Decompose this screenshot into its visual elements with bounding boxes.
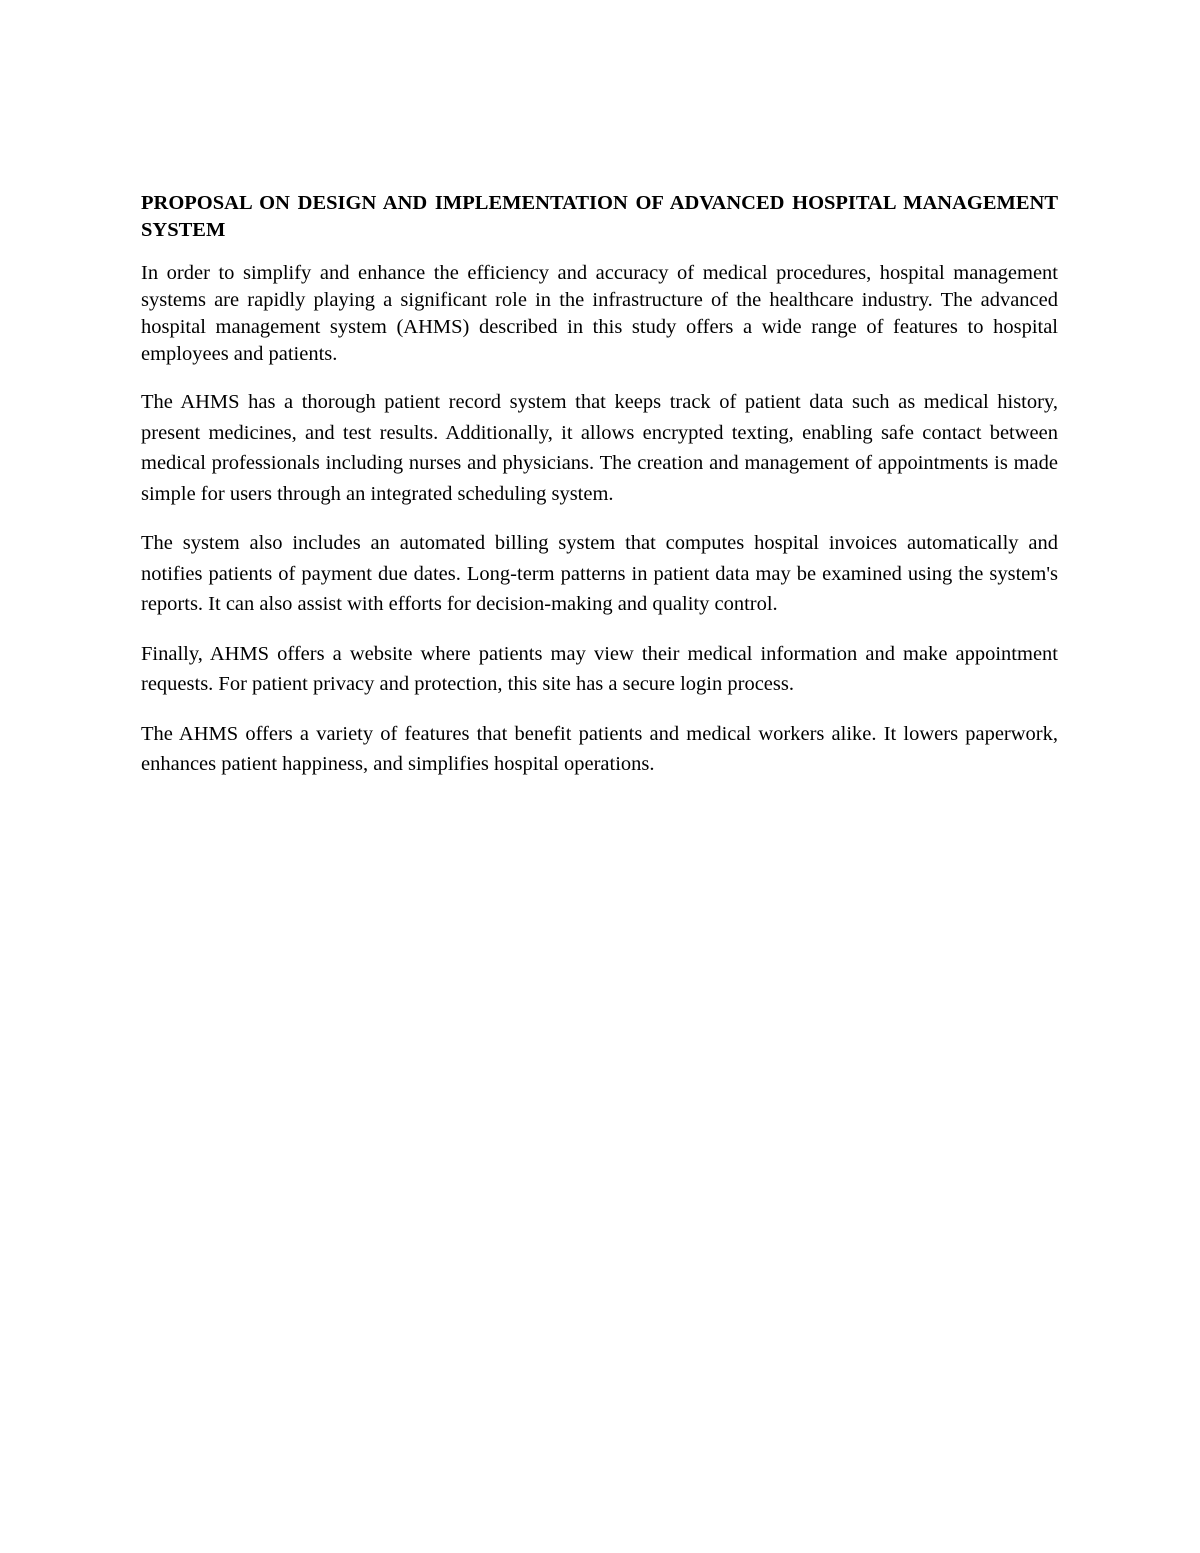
document-body xyxy=(141,190,1058,799)
paragraph-introduction: In order to simplify and enhance the efficiency and accuracy of medical procedures, hospital management systems are rapidly playing a significant role in the infrastructure of the healthcare industry. The advanced hospital management system (AHMS) described in this study offers a wide range of features to hospital employees and patients. xyxy=(141,262,1058,365)
document-title: PROPOSAL ON DESIGN AND IMPLEMENTATION OF ADVANCED HOSPITAL MANAGEMENT SYSTEM xyxy=(141,192,1058,241)
paragraph-patient-records: The AHMS has a thorough patient record system that keeps track of patient data such as medical history, present medicines, and test results. Additionally, it allows encrypted texting, enabling safe contact between medical professionals including nurses and physicians. The creation and management of appointments is made simple for users through an integrated scheduling system. xyxy=(141,391,1058,505)
paragraph-billing-reports: The system also includes an automated billing system that computes hospital invoices automatically and notifies patients of payment due dates. Long-term patterns in patient data may be examined using the system's reports. It can also assist with efforts for decision-making and quality control. xyxy=(141,532,1058,615)
paragraph-patient-website: Finally, AHMS offers a website where patients may view their medical information and make appointment requests. For patient privacy and protection, this site has a secure login process. xyxy=(141,642,1058,695)
paragraph-conclusion: The AHMS offers a variety of features that benefit patients and medical workers alike. It lowers paperwork, enhances patient happiness, and simplifies hospital operations. xyxy=(141,722,1058,775)
